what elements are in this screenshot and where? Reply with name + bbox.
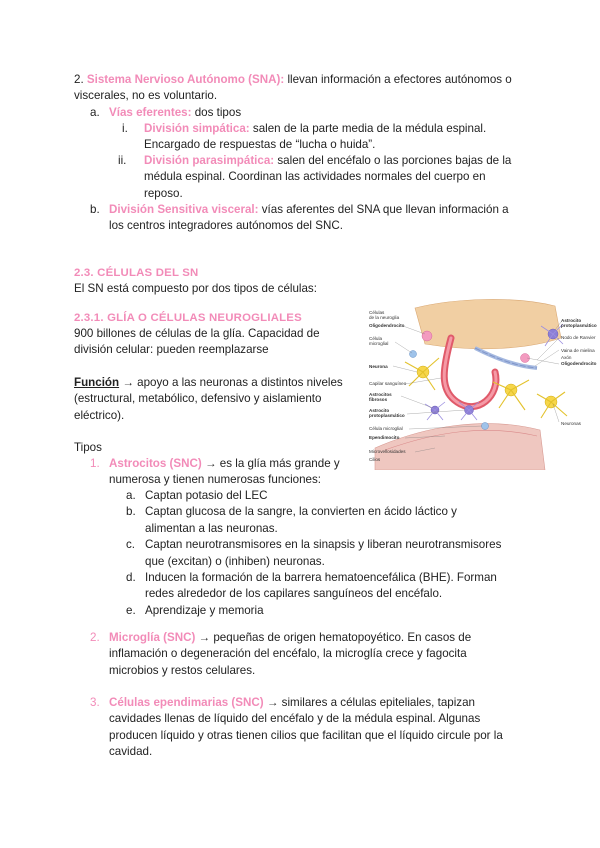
vias-eferentes-title: Vías eferentes: <box>109 106 192 119</box>
astrocitos-title: Astrocitos (SNC) <box>109 457 202 470</box>
list-number: 3. <box>90 696 100 709</box>
ependimarias-item <box>90 695 570 759</box>
list-number: 1. <box>90 457 100 470</box>
subsection-heading: 2.3.1. GLÍA O CÉLULAS NEUROGLIALES <box>74 312 302 324</box>
astrocitos-text: numerosa y tienen numerosas funciones: <box>109 473 322 487</box>
tipos-text: Tipos <box>74 441 102 454</box>
microglia-text: inflamación o degeneración del encéfalo, la microglía crece y fagocita <box>109 647 467 661</box>
figure-label: protoplasmático <box>369 413 405 418</box>
division-sensitiva-text: vías aferentes del SNA que llevan información a <box>258 203 509 216</box>
glia-heading <box>74 310 302 326</box>
figure-label: Cilios <box>369 457 381 462</box>
list-item-text: redes alrededor de los capilares sanguíneos del encéfalo. <box>145 587 443 601</box>
figure-label: Astrocitos <box>369 392 392 397</box>
list-item-text: Captan neurotransmisores en la sinapsis y liberan neurotransmisores <box>145 538 502 552</box>
sna-number: 2. <box>74 73 84 86</box>
division-simpatica-text: salen de la parte media de la médula espinal. <box>249 122 487 135</box>
funcion-text: eléctrico). <box>74 408 125 422</box>
list-item-text: que (excitan) o (inhiben) neuronas. <box>145 554 325 568</box>
microglia-text: microbios y restos celulares. <box>109 663 256 677</box>
list-item-text: alimentan a las neuronas. <box>145 521 278 535</box>
figure-label: Capilar sanguíneo <box>369 381 407 386</box>
list-marker: e. <box>126 603 136 617</box>
list-marker: d. <box>126 570 136 584</box>
funcion-text: → apoyo a las neuronas a distintos niveles <box>119 376 343 389</box>
ependimarias-title: Células ependimarias (SNC) <box>109 696 264 709</box>
list-item-text: Captan potasio del LEC <box>145 489 268 502</box>
list-item <box>126 570 556 603</box>
glia-text: 900 billones de células de la glía. Capacidad de <box>74 327 320 340</box>
list-item <box>126 488 556 504</box>
division-sensitiva-text: los centros integradores autónomos del SNC. <box>109 219 343 233</box>
microglia-text: → pequeñas de origen hematopoyético. En casos de <box>195 631 472 644</box>
figure-label: Neuronas <box>561 421 581 426</box>
figure-label: Nodo de Ranvier <box>561 335 596 340</box>
celulas-intro <box>74 281 317 297</box>
list-marker: c. <box>126 538 136 552</box>
sna-item-a <box>90 105 242 121</box>
tipos-label <box>74 440 102 456</box>
ependimarias-text: → similares a células epiteliales, tapizan <box>263 696 476 709</box>
section-heading-celulas <box>74 265 198 281</box>
list-number: 2. <box>90 631 100 644</box>
sna-item-i <box>122 121 552 152</box>
figure-label: de la neuroglia <box>369 315 400 320</box>
division-parasimpatica-text: salen del encéfalo o las porciones bajas de la <box>274 154 512 167</box>
ependimarias-text: cavidades llenas de líquido del encéfalo y de la médula espinal. Algunas <box>109 712 481 726</box>
list-item <box>126 504 556 537</box>
microglia-title: Microglía (SNC) <box>109 631 196 644</box>
figure-label: Célula <box>369 336 383 341</box>
ependimarias-text: cavidad. <box>109 745 153 759</box>
glia-funcion <box>74 375 364 424</box>
glia-text: división celular: pueden reemplazarse <box>74 343 269 357</box>
astrocitos-funciones-list <box>126 488 556 619</box>
astrocitos-item <box>90 456 370 487</box>
sna-text: llevan información a efectores autónomos o <box>284 73 512 86</box>
sna-title: Sistema Nervioso Autónomo (SNA): <box>86 73 285 86</box>
ependimarias-text: producen líquido y otras tienen cilios que facilitan que el líquido circule por la <box>109 728 503 742</box>
figure-label: Vaina de mielina <box>561 348 595 353</box>
list-marker: i. <box>122 122 128 135</box>
microglia-item <box>90 630 560 677</box>
division-simpatica-text: Encargado de respuestas de “lucha o huida”. <box>144 138 376 152</box>
list-item-text: Captan glucosa de la sangre, la convierten en ácido láctico y <box>145 505 457 519</box>
figure-label: Astrocito <box>369 408 390 413</box>
list-marker: b. <box>126 505 136 519</box>
figure-label: Axón <box>561 355 572 360</box>
sna-item-ii <box>118 153 558 200</box>
division-parasimpatica-text: médula espinal. Coordinan las actividades normales del cuerpo en <box>144 170 486 184</box>
section-heading: 2.3. CÉLULAS DEL SN <box>74 267 199 279</box>
list-marker: a. <box>126 489 136 502</box>
figure-label: protoplasmático <box>561 323 597 328</box>
celulas-intro-text: El SN está compuesto por dos tipos de células: <box>74 282 317 295</box>
list-item <box>126 603 556 619</box>
sna-paragraph <box>74 72 554 105</box>
figure-label: Microvellosidades <box>369 449 406 454</box>
funcion-label: Función <box>74 376 120 389</box>
neuroglia-illustration <box>365 298 600 470</box>
figure-label: Astrocito <box>561 318 582 323</box>
glia-description <box>74 326 364 359</box>
figure-label: Ependimocito <box>369 435 400 440</box>
list-marker: ii. <box>118 154 127 167</box>
figure-label: Neurona <box>369 364 388 369</box>
figure-label: Células <box>369 310 385 315</box>
sna-item-b <box>90 202 560 233</box>
figure-label: microglial <box>369 341 389 346</box>
figure-label: fibrosos <box>369 397 388 402</box>
division-parasimpatica-text: reposo. <box>144 186 183 200</box>
list-item-text: Inducen la formación de la barrera hematoencefálica (BHE). Forman <box>145 570 497 584</box>
list-marker: b. <box>90 203 100 216</box>
list-marker: a. <box>90 106 100 119</box>
funcion-text: (estructural, metabólico, defensivo y aislamiento <box>74 392 322 406</box>
vias-eferentes-text: dos tipos <box>191 106 242 119</box>
sna-text: viscerales, no es voluntario. <box>74 89 218 103</box>
division-simpatica-title: División simpática: <box>144 122 250 135</box>
division-parasimpatica-title: División parasimpática: <box>144 154 275 167</box>
figure-label: Célula microglial <box>369 426 403 431</box>
astrocitos-text: → es la glía más grande y <box>201 457 340 470</box>
figure-label: Oligodendrocito <box>561 361 597 366</box>
division-sensitiva-title: División Sensitiva visceral: <box>109 203 259 216</box>
list-item-text: Aprendizaje y memoria <box>145 603 264 617</box>
figure-label: Oligodendrocito <box>369 323 405 328</box>
list-item <box>126 537 556 570</box>
